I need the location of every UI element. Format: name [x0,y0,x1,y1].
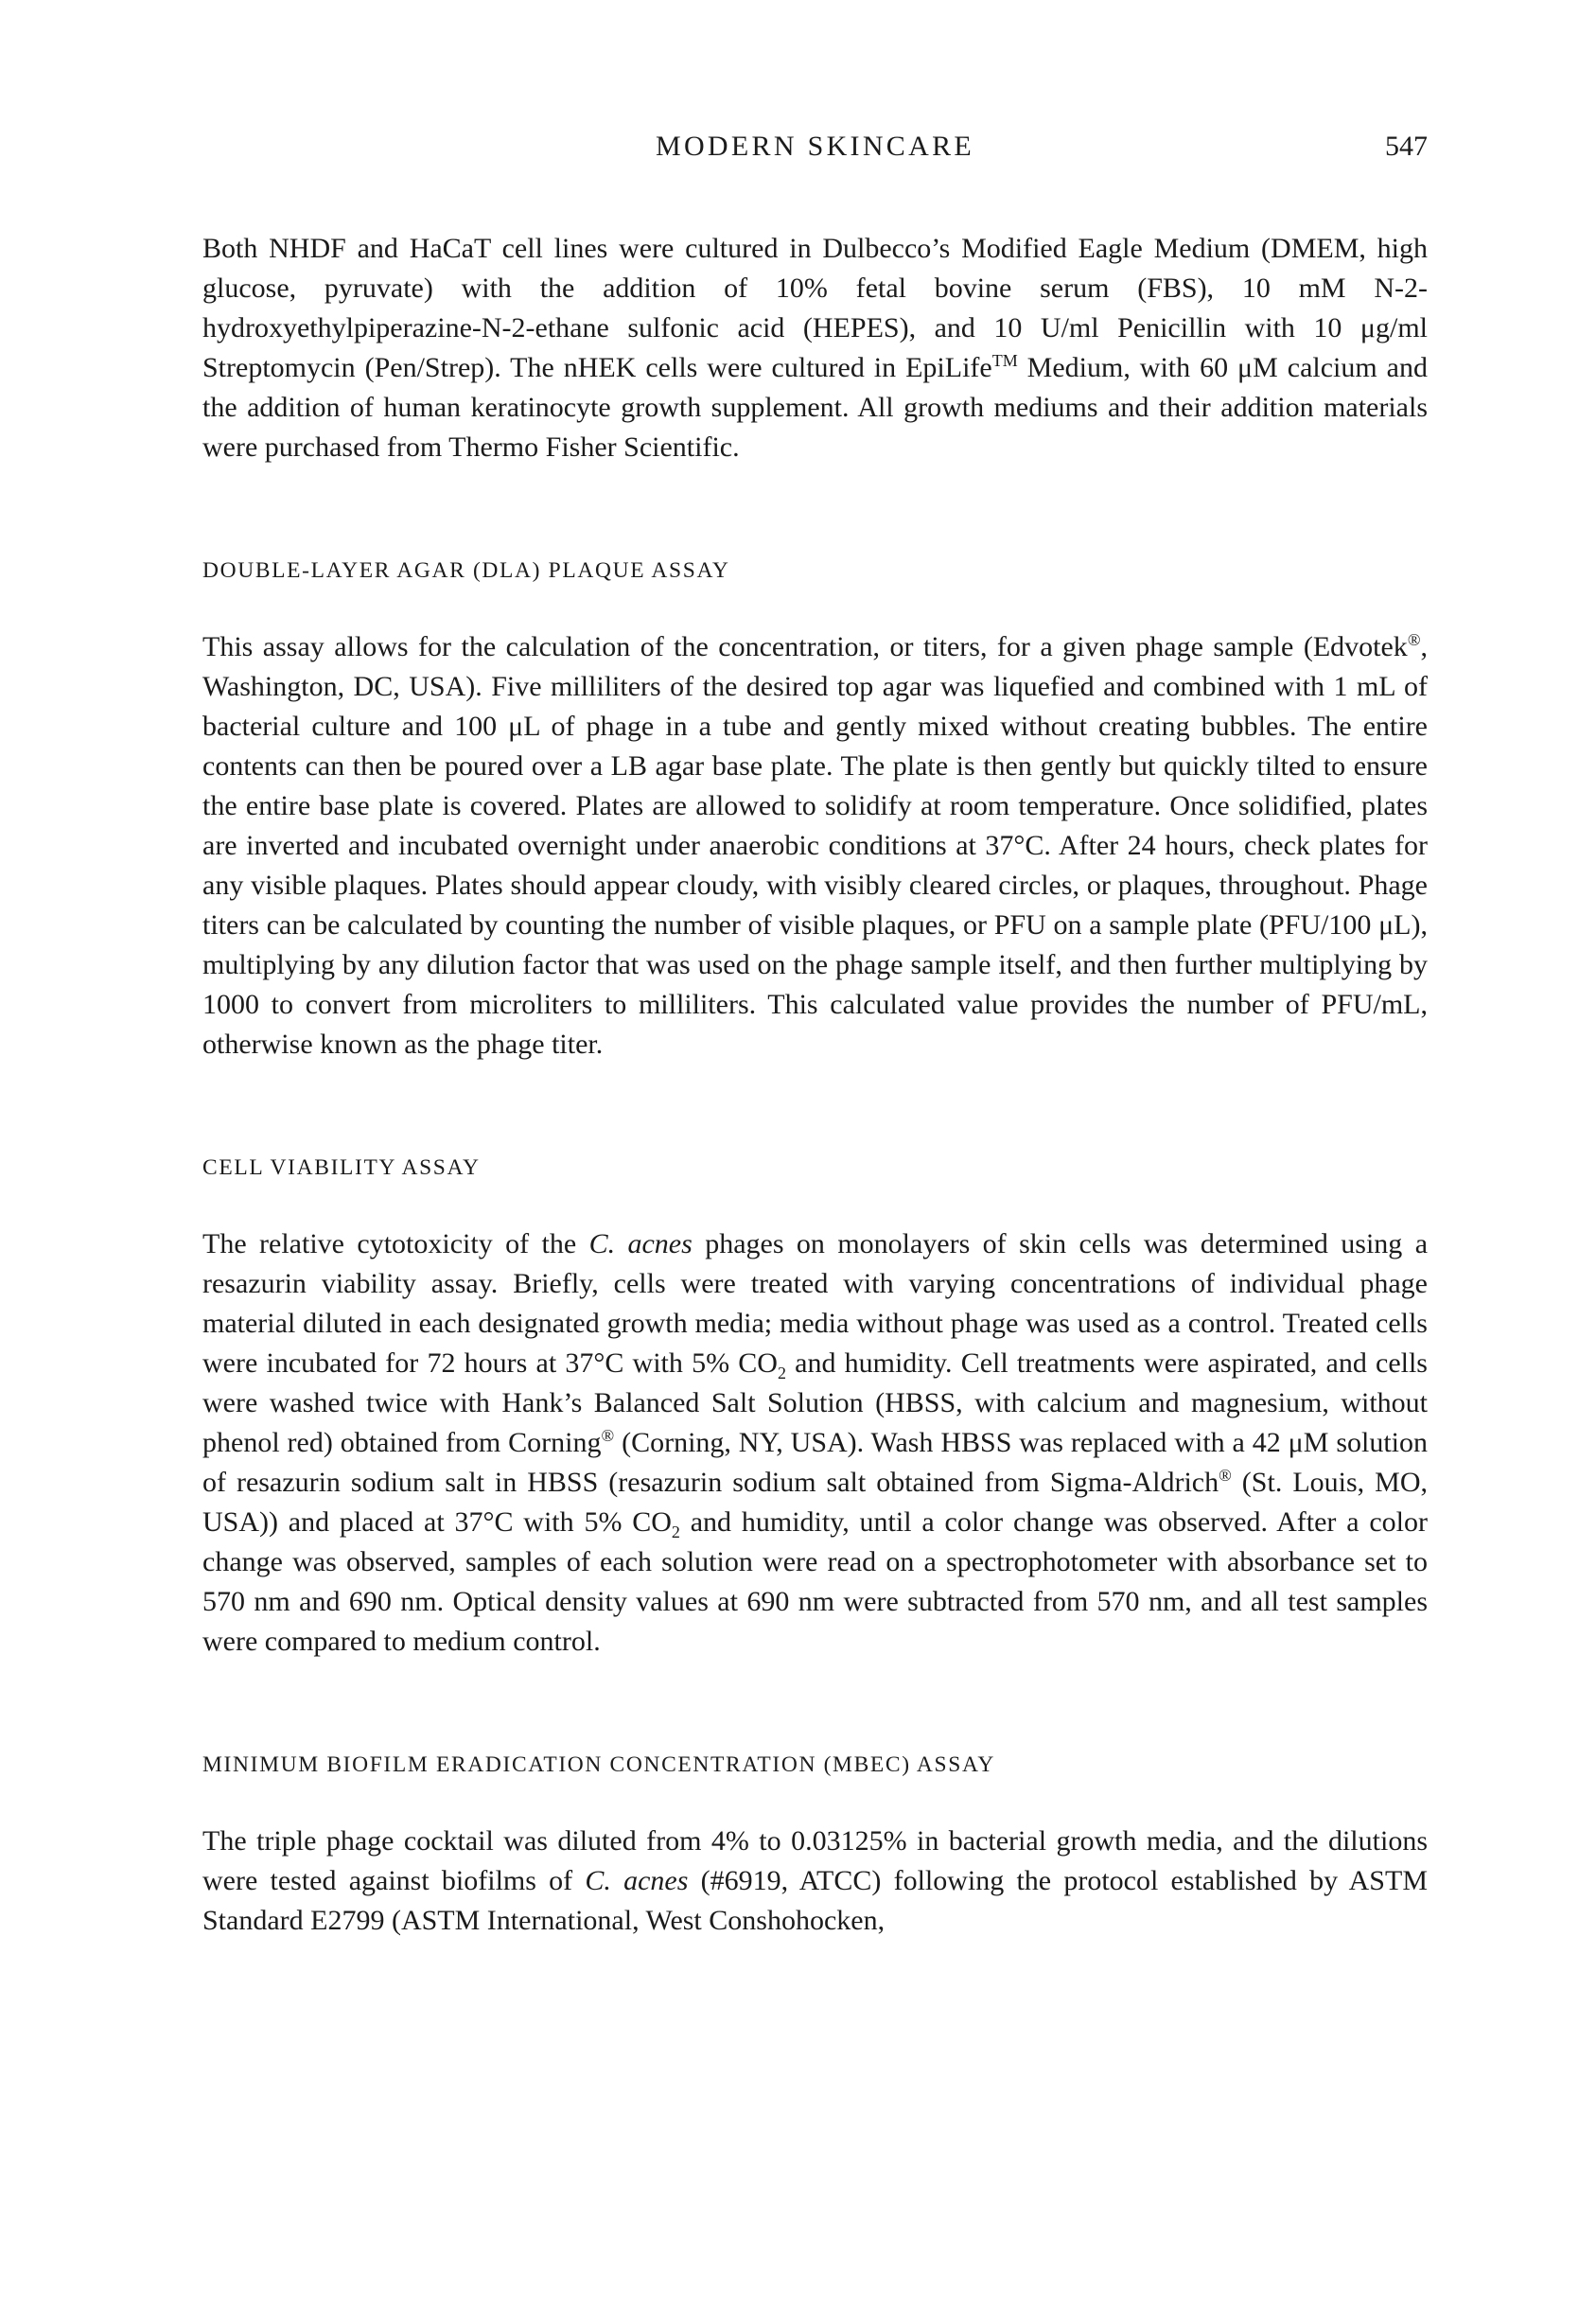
page-header [202,131,1428,163]
heading-dla-plaque-assay: DOUBLE-LAYER AGAR (DLA) PLAQUE ASSAY [202,558,730,583]
paragraph-dla-plaque-assay: This assay allows for the calculation of the concentration, or titers, for a given phage sample (Edvotek®, Washington, DC, USA). Five milliliters of the desired top agar was liquefied and combined with 1 mL of bacterial culture and 100 μL of phage in a tube and gently mixed without creating bubbles. The entire contents can then be poured over a LB agar base plate. The plate is then gently but quickly tilted to ensure the entire base plate is covered. Plates are allowed to solidify at room temperature. Once solidified, plates are inverted and incubated overnight under anaerobic conditions at 37°C. After 24 hours, check plates for any visible plaques. Plates should appear cloudy, with visibly cleared circles, or plaques, throughout. Phage titers can be calculated by counting the number of visible plaques, or PFU on a sample plate (PFU/100 μL), multiplying by any dilution factor that was used on the phage sample itself, and then further multiplying by 1000 to convert from microliters to milliliters. This calculated value provides the number of PFU/mL, otherwise known as the phage titer. [202,630,1428,1060]
heading-mbec-assay: MINIMUM BIOFILM ERADICATION CONCENTRATION (MBEC) ASSAY [202,1752,996,1777]
paragraph-mbec-assay: The triple phage cocktail was diluted from 4% to 0.03125% in bacterial growth media, and the dilutions were tested against biofilms of C. acnes (#6919, ATCC) following the protocol established by ASTM Standard E2799 (ASTM International, West Conshohocken, [202,1825,1428,1936]
page-number: 547 [1385,131,1428,162]
paragraph-cell-culture: Both NHDF and HaCaT cell lines were cultured in Dulbecco’s Modified Eagle Medium (DMEM, high glucose, pyruvate) with the addition of 10% fetal bovine serum (FBS), 10 mM N-2-hydroxyethylpiperazine-N-2-ethane sulfonic acid (HEPES), and 10 U/ml Penicillin with 10 μg/ml Streptomycin (Pen/Strep). The nHEK cells were cultured in EpiLife™ Medium, with 60 μM calcium and the addition of human keratinocyte growth supplement. All growth mediums and their addition materials were purchased from Thermo Fisher Scientific. [202,233,1428,463]
heading-cell-viability-assay: CELL VIABILITY ASSAY [202,1155,481,1180]
paragraph-cell-viability-assay: The relative cytotoxicity of the C. acnes phages on monolayers of skin cells was determined using a resazurin viability assay. Briefly, cells were treated with varying concentrations of individual phage material diluted in each designated growth media; media without phage was used as a control. Treated cells were incubated for 72 hours at 37°C with 5% $CO_2$ and humidity. Cell treatments were aspirated, and cells were washed twice with Hank’s Balanced Salt Solution (HBSS, with calcium and magnesium, without phenol red) obtained from Corning® (Corning, NY, USA). Wash HBSS was replaced with a 42 μM solution of resazurin sodium salt in HBSS (resazurin sodium salt obtained from Sigma-Aldrich® (St. Louis, MO, USA)) and placed at 37°C with 5% $CO_2$ and humidity, until a color change was observed. After a color change was observed, samples of each solution were read on a spectrophotometer with absorbance set to 570 nm and 690 nm. Optical density values at 690 nm were subtracted from 570 nm, and all test samples were compared to medium control. [202,1228,1429,1657]
page-body [202,229,1428,1941]
running-head: MODERN SKINCARE [655,131,975,162]
